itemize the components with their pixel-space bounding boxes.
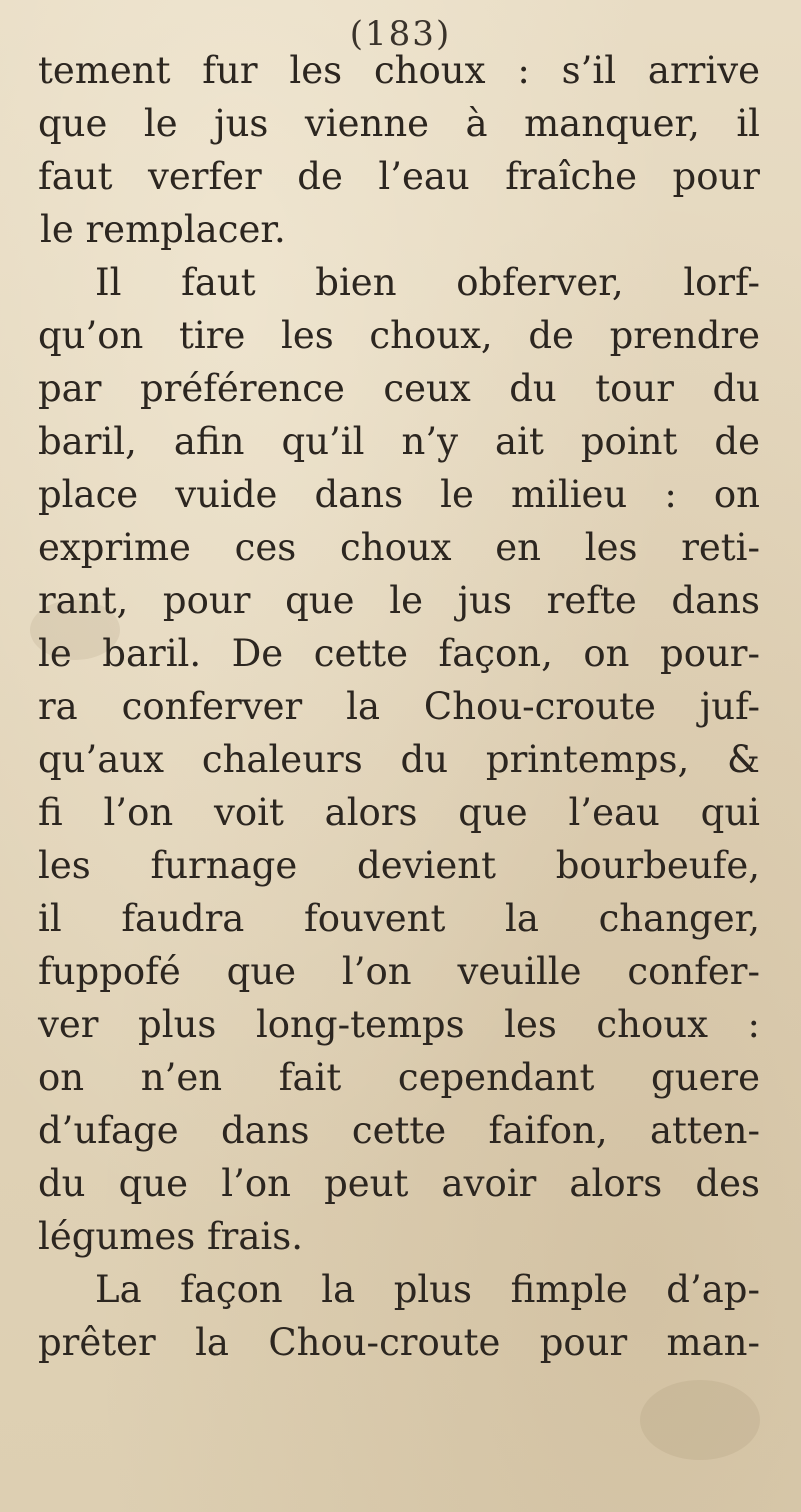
text-line: rant, pour que le jus refte dans: [38, 579, 760, 622]
text-line: il faudra fouvent la changer,: [38, 897, 760, 940]
text-line: faut verfer de l’eau fraîche pour: [38, 155, 760, 198]
text-line: qu’on tire les choux, de prendre: [38, 314, 760, 357]
text-line: exprime ces choux en les reti-: [38, 526, 760, 569]
text-line: place vuide dans le milieu : on: [38, 473, 760, 516]
text-line: ver plus long-temps les choux :: [38, 1003, 760, 1046]
text-line: baril, afin qu’il n’y ait point de: [38, 420, 760, 463]
page-number: (183): [349, 14, 452, 54]
text-line: les furnage devient bourbeufe,: [38, 844, 760, 887]
text-line: du que l’on peut avoir alors des: [38, 1162, 760, 1205]
text-line: qu’aux chaleurs du printemps, &: [38, 738, 760, 781]
text-line: La façon la plus fimple d’ap-: [95, 1268, 760, 1311]
text-line: d’ufage dans cette faifon, atten-: [38, 1109, 760, 1152]
text-line: tement fur les choux : s’il arrive: [38, 49, 760, 92]
text-line: par préférence ceux du tour du: [38, 367, 760, 410]
text-line: le baril. De cette façon, on pour-: [38, 632, 760, 675]
text-line: que le jus vienne à manquer, il: [38, 102, 760, 145]
text-line: on n’en fait cependant guere: [38, 1056, 760, 1099]
text-line: prêter la Chou-croute pour man-: [38, 1321, 760, 1364]
text-line: fi l’on voit alors que l’eau qui: [38, 791, 760, 834]
text-line: Il faut bien obferver, lorf-: [95, 261, 760, 304]
text-line: fuppofé que l’on veuille confer-: [38, 950, 760, 993]
text-line: le remplacer.: [40, 208, 286, 251]
text-line: ra conferver la Chou-croute juf-: [38, 685, 760, 728]
text-line: légumes frais.: [38, 1215, 303, 1258]
